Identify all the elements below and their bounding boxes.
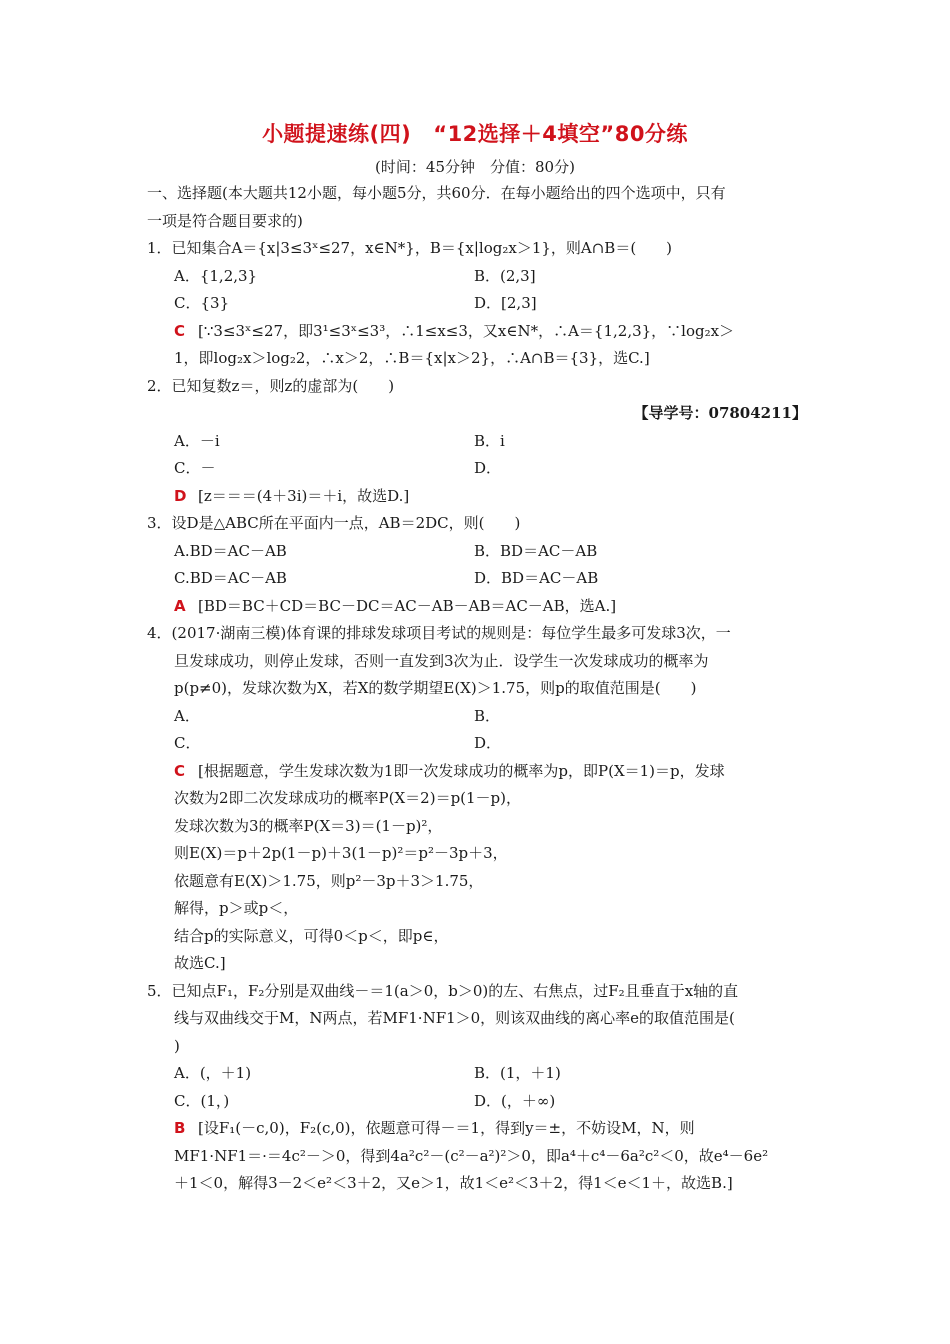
solution-line bbox=[147, 758, 807, 786]
solution-line: 故选C.] bbox=[174, 954, 226, 972]
question-stem: 4．(2017·湖南三模)体育课的排球发球项目考试的规则是：每位学生最多可发球3次，一 bbox=[147, 624, 731, 642]
solution-text: [BD＝BC＋CD＝BC－DC＝AC－AB－AB＝AC－AB，选A.] bbox=[198, 596, 617, 615]
question-stem: 线与双曲线交于M，N两点，若MF1·NF1＞0，则该双曲线的离心率e的取值范围是( bbox=[174, 1009, 735, 1027]
option-c: C．{3} bbox=[174, 294, 230, 312]
options-row bbox=[147, 565, 807, 593]
option-d: D．(，＋∞) bbox=[474, 1091, 556, 1110]
option-c: C.BD＝AC－AB bbox=[174, 569, 287, 587]
page-title bbox=[0, 118, 950, 148]
solution-line: ＋1＜0，解得3－2＜e²＜3＋2，又e＞1，故1＜e²＜3＋2，得1＜e＜1＋，故选B.] bbox=[174, 1174, 733, 1192]
question-2 bbox=[147, 373, 807, 511]
option-a: A．－i bbox=[174, 431, 220, 450]
option-b: B． bbox=[474, 706, 501, 725]
question-stem: 1．已知集合A＝{x|3≤3ˣ≤27，x∈N*}，B＝{x|log₂x＞1}，则A∩B＝( ) bbox=[147, 239, 673, 257]
answer-letter: D bbox=[174, 486, 187, 505]
option-b: B．i bbox=[474, 431, 505, 450]
solution-text: [根据题意，学生发球次数为1即一次发球成功的概率为p，即P(X＝1)＝p，发球 bbox=[198, 761, 725, 780]
options-row bbox=[147, 263, 807, 291]
question-stem: 2．已知复数z＝，则z的虚部为( ) bbox=[147, 376, 395, 395]
solution-line: 依题意有E(X)＞1.75，则p²－3p＋3＞1.75， bbox=[174, 871, 484, 890]
solution-line: 次数为2即二次发球成功的概率P(X＝2)＝p(1－p)， bbox=[174, 789, 522, 807]
question-5 bbox=[147, 978, 807, 1198]
question-4 bbox=[147, 620, 807, 978]
section-intro-line-1: 一、选择题(本大题共12小题，每小题5分，共60分．在每小题给出的四个选项中，只有 bbox=[147, 184, 726, 202]
option-d: D． bbox=[474, 459, 502, 477]
options-row bbox=[147, 1088, 807, 1116]
option-a: A.BD＝AC－AB bbox=[174, 541, 287, 560]
solution-line: 发球次数为3的概率P(X＝3)＝(1－p)²， bbox=[174, 816, 443, 835]
content bbox=[147, 180, 807, 1198]
option-d: D．[2,3] bbox=[474, 294, 537, 312]
option-b: B．BD＝AC－AB bbox=[474, 541, 598, 560]
option-d: D． bbox=[474, 734, 502, 752]
options-row bbox=[147, 455, 807, 483]
options-row bbox=[147, 703, 807, 731]
options-row bbox=[147, 290, 807, 318]
options-row bbox=[147, 538, 807, 566]
options-row bbox=[147, 1060, 807, 1088]
title-left: 小题提速练(四) bbox=[262, 122, 412, 146]
title-right: “12选择＋4填空”80分练 bbox=[433, 122, 688, 146]
answer-letter: C bbox=[174, 761, 186, 780]
question-1 bbox=[147, 235, 807, 373]
option-c: C．(1，) bbox=[174, 1091, 230, 1110]
option-c: C． bbox=[174, 734, 201, 752]
page-subtitle: (时间：45分钟 分值：80分) bbox=[375, 158, 575, 176]
answer-letter: B bbox=[174, 1119, 186, 1137]
solution-text: [∵3≤3ˣ≤27，即3¹≤3ˣ≤3³，∴1≤x≤3，又x∈N*，∴A＝{1,2,3}，∵log₂x＞ bbox=[198, 321, 735, 340]
question-stem: 5．已知点F₁，F₂分别是双曲线－＝1(a＞0，b＞0)的左、右焦点，过F₂且垂直于x轴的直 bbox=[147, 981, 739, 1000]
guide-number: 【导学号：07804211】 bbox=[633, 404, 807, 422]
question-3 bbox=[147, 510, 807, 620]
solution-text: [z＝＝＝(4＋3i)＝＋i，故选D.] bbox=[198, 486, 410, 505]
options-row bbox=[147, 730, 807, 758]
solution-line: 结合p的实际意义，可得0＜p＜，即p∈， bbox=[174, 926, 449, 945]
question-stem: 旦发球成功，则停止发球，否则一直发到3次为止．设学生一次发球成功的概率为 bbox=[174, 651, 709, 670]
solution-line: MF1·NF1＝·＝4c²－＞0，得到4a²c²－(c²－a²)²＞0，即a⁴＋c⁴－6a²c²＜0，故e⁴－6e² bbox=[174, 1146, 769, 1165]
solution-line bbox=[147, 483, 807, 511]
option-a: A． bbox=[174, 706, 200, 725]
solution-line: 则E(X)＝p＋2p(1－p)＋3(1－p)²＝p²－3p＋3， bbox=[174, 844, 508, 862]
solution-line: 解得，p＞或p＜， bbox=[174, 899, 299, 917]
option-b: B．(2,3] bbox=[474, 266, 536, 285]
option-b: B．(1，＋1) bbox=[474, 1064, 561, 1082]
question-stem: ) bbox=[174, 1036, 180, 1055]
options-row bbox=[147, 428, 807, 456]
option-a: A．{1,2,3} bbox=[174, 266, 258, 285]
answer-letter: C bbox=[174, 321, 186, 340]
option-d: D．BD＝AC－AB bbox=[474, 569, 599, 587]
question-stem: p(p≠0)，发球次数为X，若X的数学期望E(X)＞1.75，则p的取值范围是( ) bbox=[174, 679, 697, 697]
solution-line bbox=[147, 1115, 807, 1143]
section-intro-line-2: 一项是符合题目要求的) bbox=[147, 211, 303, 230]
solution-line bbox=[147, 593, 807, 621]
option-c: C．－ bbox=[174, 459, 216, 477]
solution-line: 1，即log₂x＞log₂2，∴x＞2，∴B＝{x|x＞2}，∴A∩B＝{3}，选C.] bbox=[174, 349, 650, 367]
solution-line bbox=[147, 318, 807, 346]
solution-text: [设F₁(－c,0)，F₂(c,0)，依题意可得－＝1，得到y＝±，不妨设M，N，则 bbox=[198, 1119, 695, 1137]
question-stem: 3．设D是△ABC所在平面内一点，AB＝2DC，则( ) bbox=[147, 514, 521, 532]
answer-letter: A bbox=[174, 596, 186, 615]
option-a: A．(，＋1) bbox=[174, 1064, 252, 1082]
